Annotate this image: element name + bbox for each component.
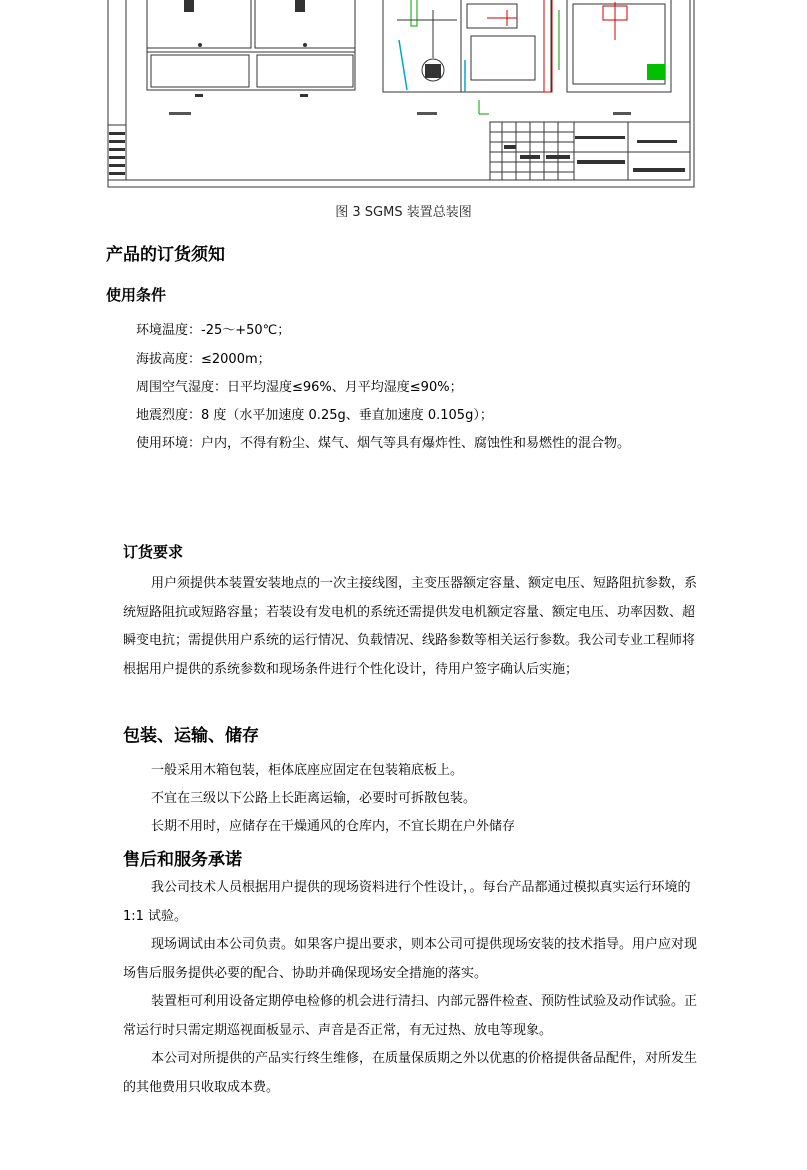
condition-humidity: 周围空气湿度：日平均湿度≤96%、月平均湿度≤90%； (136, 380, 463, 395)
packing-heading: 包装、运输、储存 (123, 726, 259, 746)
service-paragraph: 我公司技术人员根据用户提供的现场资料进行个性设计，。每台产品都通过模拟真实运行环境的 1:1 试验。 (123, 880, 691, 924)
order-requirements-paragraph: 用户须提供本装置安装地点的一次主接线图，主变压器额定容量、额定电压、短路阻抗参数，系统短路阻抗或短路容量；若装设有发电机的系统还需提供发电机额定容量、额定电压、功率因数、超瞬变电抗；需提供用户系统的运行情况、负载情况、线路参数等相关运行参数。我公司专业工程师将根据用户提供的系统参数和现场条件进行个性化设计，待用户签字确认后实施； (123, 576, 698, 677)
packing-line: 长期不用时，应储存在干燥通风的仓库内，不宜长期在户外储存 (151, 819, 516, 834)
condition-environment: 使用环境：户内，不得有粉尘、煤气、烟气等具有爆炸性、腐蚀性和易燃性的混合物。 (136, 436, 631, 451)
service-paragraph: 装置柜可利用设备定期停电检修的机会进行清扫、内部元器件检查、预防性试验及动作试验。正常运行时只需定期巡视面板显示、声音是否正常，有无过热、放电等现象。 (123, 994, 698, 1038)
service-paragraph: 现场调试由本公司负责。如果客户提出要求，则本公司可提供现场安装的技术指导。用户应对现场售后服务提供必要的配合、协助并确保现场安全措施的落实。 (123, 937, 698, 981)
section-title: 产品的订货须知 (106, 245, 225, 265)
order-requirements-heading: 订货要求 (123, 543, 184, 561)
figure-caption: 图 3 SGMS 装置总装图 (335, 205, 472, 220)
order-requirements-text (123, 570, 703, 684)
usage-conditions-heading: 使用条件 (106, 286, 167, 304)
packing-line: 不宜在三级以下公路上长距离运输，必要时可拆散包装。 (151, 791, 477, 806)
service-text (123, 874, 703, 1102)
service-paragraph: 本公司对所提供的产品实行终生维修，在质量保质期之外以优惠的价格提供备品配件，对所发生的其他费用只收取成本费。 (123, 1051, 698, 1095)
condition-temperature: 环境温度：-25～+50℃； (136, 323, 291, 338)
service-heading: 售后和服务承诺 (123, 850, 242, 870)
condition-altitude: 海拔高度：≤2000m； (136, 352, 271, 367)
condition-seismic: 地震烈度：8 度（水平加速度 0.25g、垂直加速度 0.105g）； (136, 408, 493, 423)
packing-line: 一般采用木箱包装，柜体底座应固定在包装箱底板上。 (151, 763, 464, 778)
assembly-drawing (107, 0, 695, 189)
